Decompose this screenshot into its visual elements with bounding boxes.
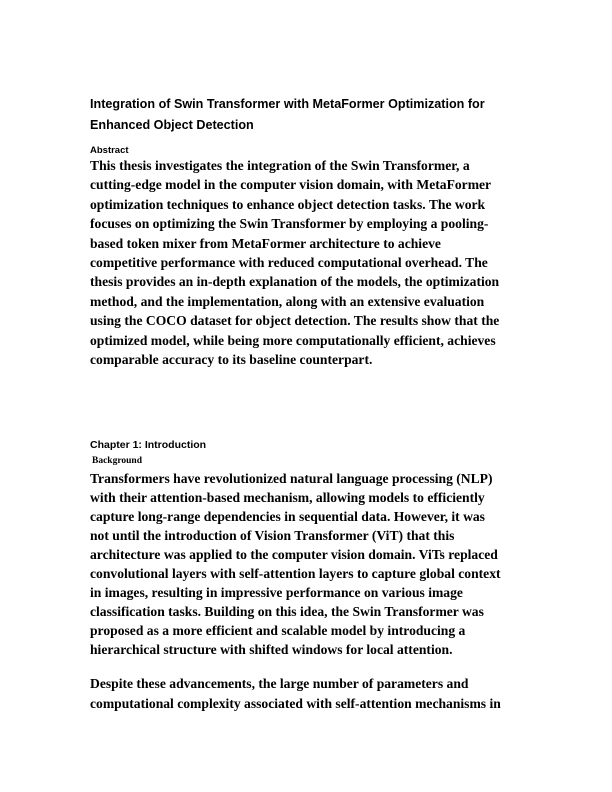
abstract-heading: Abstract [90,145,129,156]
section-subheading: Background [92,456,142,466]
intro-paragraph-1 [90,469,501,659]
chapter-heading: Chapter 1: Introduction [90,439,207,451]
text-line: focuses on optimizing the Swin Transformer by employing a pooling- [90,216,489,232]
text-line: architecture was applied to the computer vision domain. ViTs replaced [90,547,498,562]
text-line: method, and the implementation, along with an extensive evaluation [90,293,485,309]
text-line: cutting-edge model in the computer vision domain, with MetaFormer [90,177,492,193]
title-line: Integration of Swin Transformer with MetaFormer Optimization for [90,97,485,111]
text-line: Transformers have revolutionized natural language processing (NLP) [90,471,493,486]
text-line: convolutional layers with self-attention layers to capture global context [90,566,501,581]
text-line: optimization techniques to enhance object detection tasks. The work [90,196,486,212]
text-line: capture long-range dependencies in sequential data. However, it was [90,509,485,524]
text-line: with their attention-based mechanism, allowing models to efficiently [90,490,485,505]
document-title [90,94,485,136]
text-line: Despite these advancements, the large number of parameters and [90,676,469,691]
abstract-paragraph [90,156,499,369]
text-line: optimized model, while being more computationally efficient, achieves [90,332,496,348]
text-line: comparable accuracy to its baseline counterpart. [90,352,373,368]
text-line: computational complexity associated with self-attention mechanisms in [90,695,501,711]
text-line: This thesis investigates the integration of the Swin Transformer, a [90,158,470,173]
title-line: Enhanced Object Detection [90,118,254,132]
text-line: competitive performance with reduced computational overhead. The [90,255,488,271]
text-line: thesis provides an in-depth explanation of the models, the optimization [90,274,500,290]
text-line: not until the introduction of Vision Transformer (ViT) that this [90,528,455,543]
text-line: classification tasks. Building on this idea, the Swin Transformer was [90,604,484,619]
text-line: in images, resulting in impressive performance on various image [90,585,463,600]
text-line: based token mixer from MetaFormer architecture to achieve [90,235,441,251]
intro-paragraph-2 [90,674,501,713]
text-line: proposed as a more efficient and scalable model by introducing a [90,623,466,638]
text-line: using the COCO dataset for object detection. The results show that the [90,313,500,329]
text-line: hierarchical structure with shifted windows for local attention. [90,642,453,657]
